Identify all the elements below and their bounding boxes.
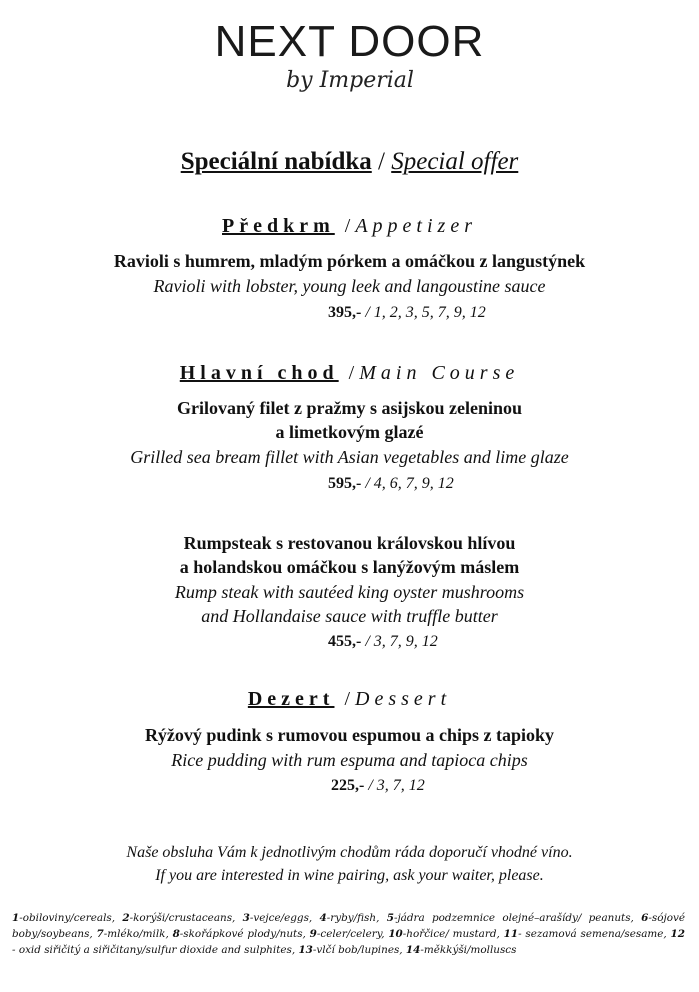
appetizer-dish-czech: Ravioli s humrem, mladým pórkem a omáčkou z langustýnek — [113, 251, 586, 271]
main-dish2-english-line1: Rump steak with sautéed king oyster mushrooms — [174, 582, 525, 602]
appetizer-allergens: / 1, 2, 3, 5, 7, 9, 12 — [361, 304, 486, 321]
section-heading-main-course — [0, 360, 699, 386]
dessert-dish-english: Rice pudding with rum espuma and tapioca chips — [171, 750, 528, 770]
dessert-heading-czech: Dezert — [247, 688, 335, 710]
appetizer-dish-english: Ravioli with lobster, young leek and langoustine sauce — [153, 276, 546, 296]
allergen-number: 9 — [309, 928, 317, 940]
allergen-legend — [12, 910, 685, 958]
allergen-text: -vlčí bob/lupines, — [312, 944, 406, 956]
allergen-text: -celer/celery, — [316, 928, 389, 940]
allergen-number: 4 — [319, 912, 327, 924]
section-heading-appetizer — [0, 213, 699, 239]
wine-note-english: If you are interested in wine pairing, ask your waiter, please. — [155, 867, 544, 884]
main-dish1-english: Grilled sea bream fillet with Asian vegetables and lime glaze — [130, 447, 569, 467]
allergen-text: -hořčice/ mustard, — [402, 928, 504, 940]
main-dish1-allergens: / 4, 6, 7, 9, 12 — [361, 475, 454, 492]
allergen-text: -sójové boby/soybeans, — [12, 912, 686, 940]
wine-note-czech: Naše obsluha Vám k jednotlivým chodům ráda doporučí vhodné víno. — [126, 844, 573, 861]
allergen-text: - sezamová semena/sesame, — [518, 928, 671, 940]
main-dish2-english-line2: and Hollandaise sauce with truffle butter — [201, 606, 498, 626]
appetizer-heading-czech: Předkrm — [222, 215, 335, 237]
dessert-dish-czech: Rýžový pudink s rumovou espumou a chips z tapioky — [144, 725, 555, 745]
appetizer-heading-separator: / — [334, 215, 356, 237]
main-dish2-czech-line1: Rumpsteak s restovanou královskou hlívou — [183, 533, 516, 553]
title-separator: / — [371, 148, 392, 175]
main-heading-english: Main Course — [359, 362, 520, 384]
appetizer-price: 395,- — [328, 304, 362, 321]
dessert-heading-english: Dessert — [355, 688, 452, 710]
page-title — [0, 146, 699, 178]
main-dish1-czech-line1: Grilovaný filet z pražmy s asijskou zeleninou — [177, 398, 522, 418]
allergen-number: 2 — [122, 912, 130, 924]
allergen-number: 1 — [12, 912, 20, 924]
logo-wordmark: NEXT DOOR — [214, 17, 485, 66]
main-dish2-czech-line2: a holandskou omáčkou s lanýžovým máslem — [179, 557, 520, 577]
allergen-text: -mléko/milk, — [103, 928, 173, 940]
allergen-number: 10 — [388, 928, 403, 940]
main-dish1-price-line — [328, 473, 628, 495]
allergen-text: -vejce/eggs, — [249, 912, 320, 924]
dessert-heading-separator: / — [334, 688, 356, 710]
allergen-number: 14 — [405, 944, 421, 956]
allergen-text: -jádra podzemnice olejné–arašídy/ peanuts, — [393, 912, 642, 924]
main-heading-czech: Hlavní chod — [179, 362, 339, 384]
section-heading-dessert — [0, 686, 699, 712]
allergen-number: 3 — [242, 912, 250, 924]
appetizer-price-line — [328, 302, 628, 324]
main-dish1-czech-line2: a limetkovým glazé — [275, 422, 424, 442]
allergen-number: 12 — [670, 928, 685, 940]
main-dish2-price-line — [328, 631, 628, 653]
allergen-number: 13 — [298, 944, 313, 956]
allergen-number: 11 — [503, 928, 519, 940]
dessert-price-line — [331, 775, 631, 797]
allergen-text: -ryby/fish, — [326, 912, 387, 924]
appetizer-heading-english: Appetizer — [355, 215, 477, 237]
allergen-number: 5 — [386, 912, 394, 924]
allergen-text: - oxid siřičitý a siřičitany/sulfur dioxide and sulphites, — [12, 944, 299, 956]
dessert-price: 225,- — [331, 777, 365, 794]
main-heading-separator: / — [338, 362, 360, 384]
main-dish1-price: 595,- — [328, 475, 362, 492]
main-dish2-price: 455,- — [328, 633, 362, 650]
allergen-number: 6 — [641, 912, 649, 924]
allergen-text: -obiloviny/cereals, — [19, 912, 123, 924]
allergen-text: -korýši/crustaceans, — [129, 912, 243, 924]
logo-script-tagline: by Imperial — [286, 68, 414, 93]
allergen-text: -skořápkové plody/nuts, — [179, 928, 310, 940]
title-english: Special offer — [391, 148, 519, 175]
allergen-text: -měkkýši/molluscs — [420, 944, 517, 956]
title-czech: Speciální nabídka — [180, 148, 372, 175]
allergen-number: 7 — [96, 928, 104, 940]
dessert-allergens: / 3, 7, 12 — [364, 777, 425, 794]
allergen-number: 8 — [172, 928, 180, 940]
main-dish2-allergens: / 3, 7, 9, 12 — [361, 633, 438, 650]
